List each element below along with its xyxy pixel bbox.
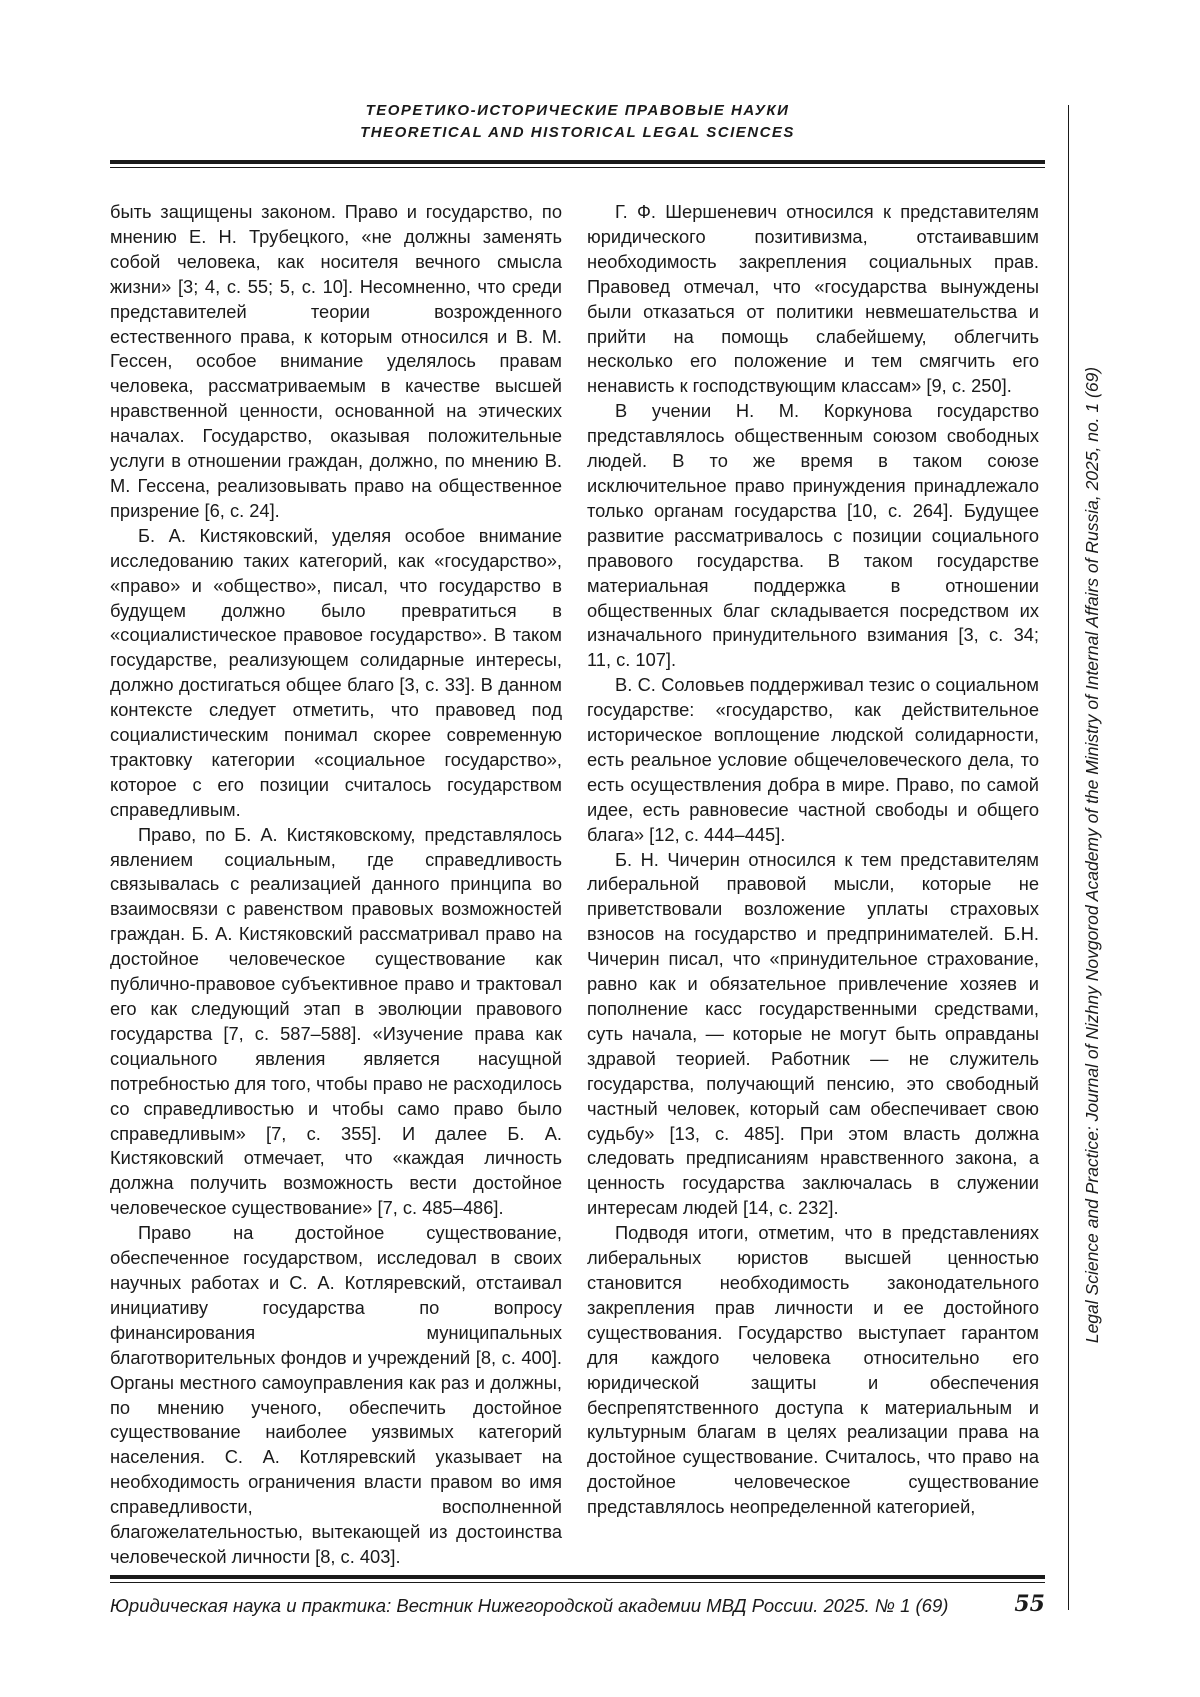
- left-column: [110, 200, 562, 1570]
- right-column: [587, 200, 1039, 1520]
- section-title-ru: ТЕОРЕТИКО-ИСТОРИЧЕСКИЕ ПРАВОВЫЕ НАУКИ: [365, 102, 790, 119]
- running-head: [110, 100, 1045, 144]
- paragraph: быть защищены законом. Право и государство, по мнению Е. Н. Трубецкого, «не должны заменять собой человека, как носителя вечного смысла жизни» [3; 4, с. 55; 5, с. 10]. Несомненно, что среди представителей теории возрожденного естественного права, к которым относился и В. М. Гессен, особое внимание уделялось правам человека, рассматриваемым в качестве высшей нравственной ценности, основанной на этических началах. Государство, оказывая положительные услуги в отношении граждан, должно, по мнению В. М. Гессена, реализовывать право на общественное призрение [6, с. 24].: [110, 201, 562, 521]
- sidebar-journal-title: Legal Science and Practice: Journal of Nizhny Novgorod Academy of the Ministry of Internal Affairs of Russia, 2025, no. 1 (69): [1082, 366, 1102, 1344]
- footer-journal-title: Юридическая наука и практика: Вестник Нижегородской академии МВД России. 2025. № 1 (69): [110, 1595, 949, 1616]
- paragraph: Г. Ф. Шершеневич относился к представителям юридического позитивизма, отстаивавшим необходимость закрепления социальных прав. Правовед отмечал, что «государства вынуждены были отказаться от политики невмешательства и прийти на помощь слабейшему, облегчить несколько его положение и тем смягчить его ненависть к господствующим классам» [9, с. 250].: [587, 201, 1039, 397]
- paragraph: Право на достойное существование, обеспеченное государством, исследовал в своих научных работах и С. А. Котляревский, отстаивал инициативу государства по вопросу финансирования муниципальных благотворительных фондов и учреждений [8, с. 400]. Органы местного самоуправления как раз и должны, по мнению ученого, обеспечить достойное существование наиболее уязвимых категорий населения. С. А. Котляревский указывает на необходимость ограничения власти правом во имя справедливости, восполненной благожелательностью, вытекающей из достоинства человеческой личности [8, с. 403].: [110, 1222, 562, 1567]
- footer-rule-thick: [110, 1575, 1045, 1579]
- paragraph: Право, по Б. А. Кистяковскому, представлялось явлением социальным, где справедливость связывалась с реализацией данного принципа во взаимосвязи с равенством правовых возможностей граждан. Б. А. Кистяковский рассматривал право на достойное человеческое существование как публично-правовое субъективное право и трактовал его как следующий этап в эволюции правового государства [7, с. 587–588]. «Изучение права как социального явления является насущной потребностью для того, чтобы право не расходилось со справедливостью и чтобы само право было справедливым» [7, с. 355]. И далее Б. А. Кистяковский отмечает, что «каждая личность должна получить возможность вести достойное человеческое существование» [7, с. 485–486].: [110, 823, 562, 1219]
- paragraph: Б. Н. Чичерин относился к тем представителям либеральной правовой мысли, которые не приветствовали возложение уплаты страховых взносов на государство и предпринимателей. Б.Н. Чичерин писал, что «принудительное страхование, равно как и обязательное привлечение хозяев и пополнение касс государственными средствами, суть начала, — которые не могут быть оправданы здравой теорией. Работник — не служитель государства, получающий пенсию, это свободный частный человек, который сам обеспечивает свою судьбу» [13, с. 485]. При этом власть должна следовать предписаниям нравственного закона, а ценность государства заключалась в служении интересам людей [14, с. 232].: [587, 848, 1039, 1219]
- paragraph: В учении Н. М. Коркунова государство представлялось общественным союзом свободных людей. В то же время в таком союзе исключительное право принуждения принадлежало только органам государства [10, с. 264]. Будущее развитие рассматривалось с позиции социального правового государства. В таком государстве материальная поддержка в отношении общественных благ складывается посредством их изначального принудительного взимания [3, с. 34; 11, с. 107].: [587, 400, 1039, 671]
- header-rule-thick: [110, 160, 1045, 164]
- section-title-en: THEORETICAL AND HISTORICAL LEGAL SCIENCES: [360, 124, 795, 141]
- header-rule-thin: [110, 167, 1045, 168]
- paragraph: В. С. Соловьев поддерживал тезис о социальном государстве: «государство, как действительное историческое воплощение людской солидарности, есть реальное условие общечеловеческого дела, то есть осуществления добра в мире. Право, по самой идее, есть равновесие частной свободы и общего блага» [12, с. 444–445].: [587, 674, 1039, 845]
- paragraph: Б. А. Кистяковский, уделяя особое внимание исследованию таких категорий, как «государство», «право» и «общество», писал, что государство в будущем должно было превратиться в «социалистическое правовое государство». В таком государстве, реализующем солидарные интересы, должно достигаться общее благо [3, с. 33]. В данном контексте следует отметить, что правовед под социалистическим понимал скорее современную трактовку категории «социальное государство», которое с его позиции считалось государством справедливым.: [110, 524, 562, 820]
- paragraph: Подводя итоги, отметим, что в представлениях либеральных юристов высшей ценностью становится необходимость законодательного закрепления прав личности и ее достойного существования. Государство выступает гарантом для каждого человека относительно его юридической защиты и обеспечения беспрепятственного доступа к материальным и культурным благам в целях реализации права на достойное существование. Считалось, что право на достойное человеческое существование представлялось неопределенной категорией,: [587, 1222, 1039, 1518]
- sidebar-divider: [1068, 105, 1069, 1610]
- page-number: 55: [1014, 1591, 1045, 1617]
- footer-rule-thin: [110, 1582, 1045, 1583]
